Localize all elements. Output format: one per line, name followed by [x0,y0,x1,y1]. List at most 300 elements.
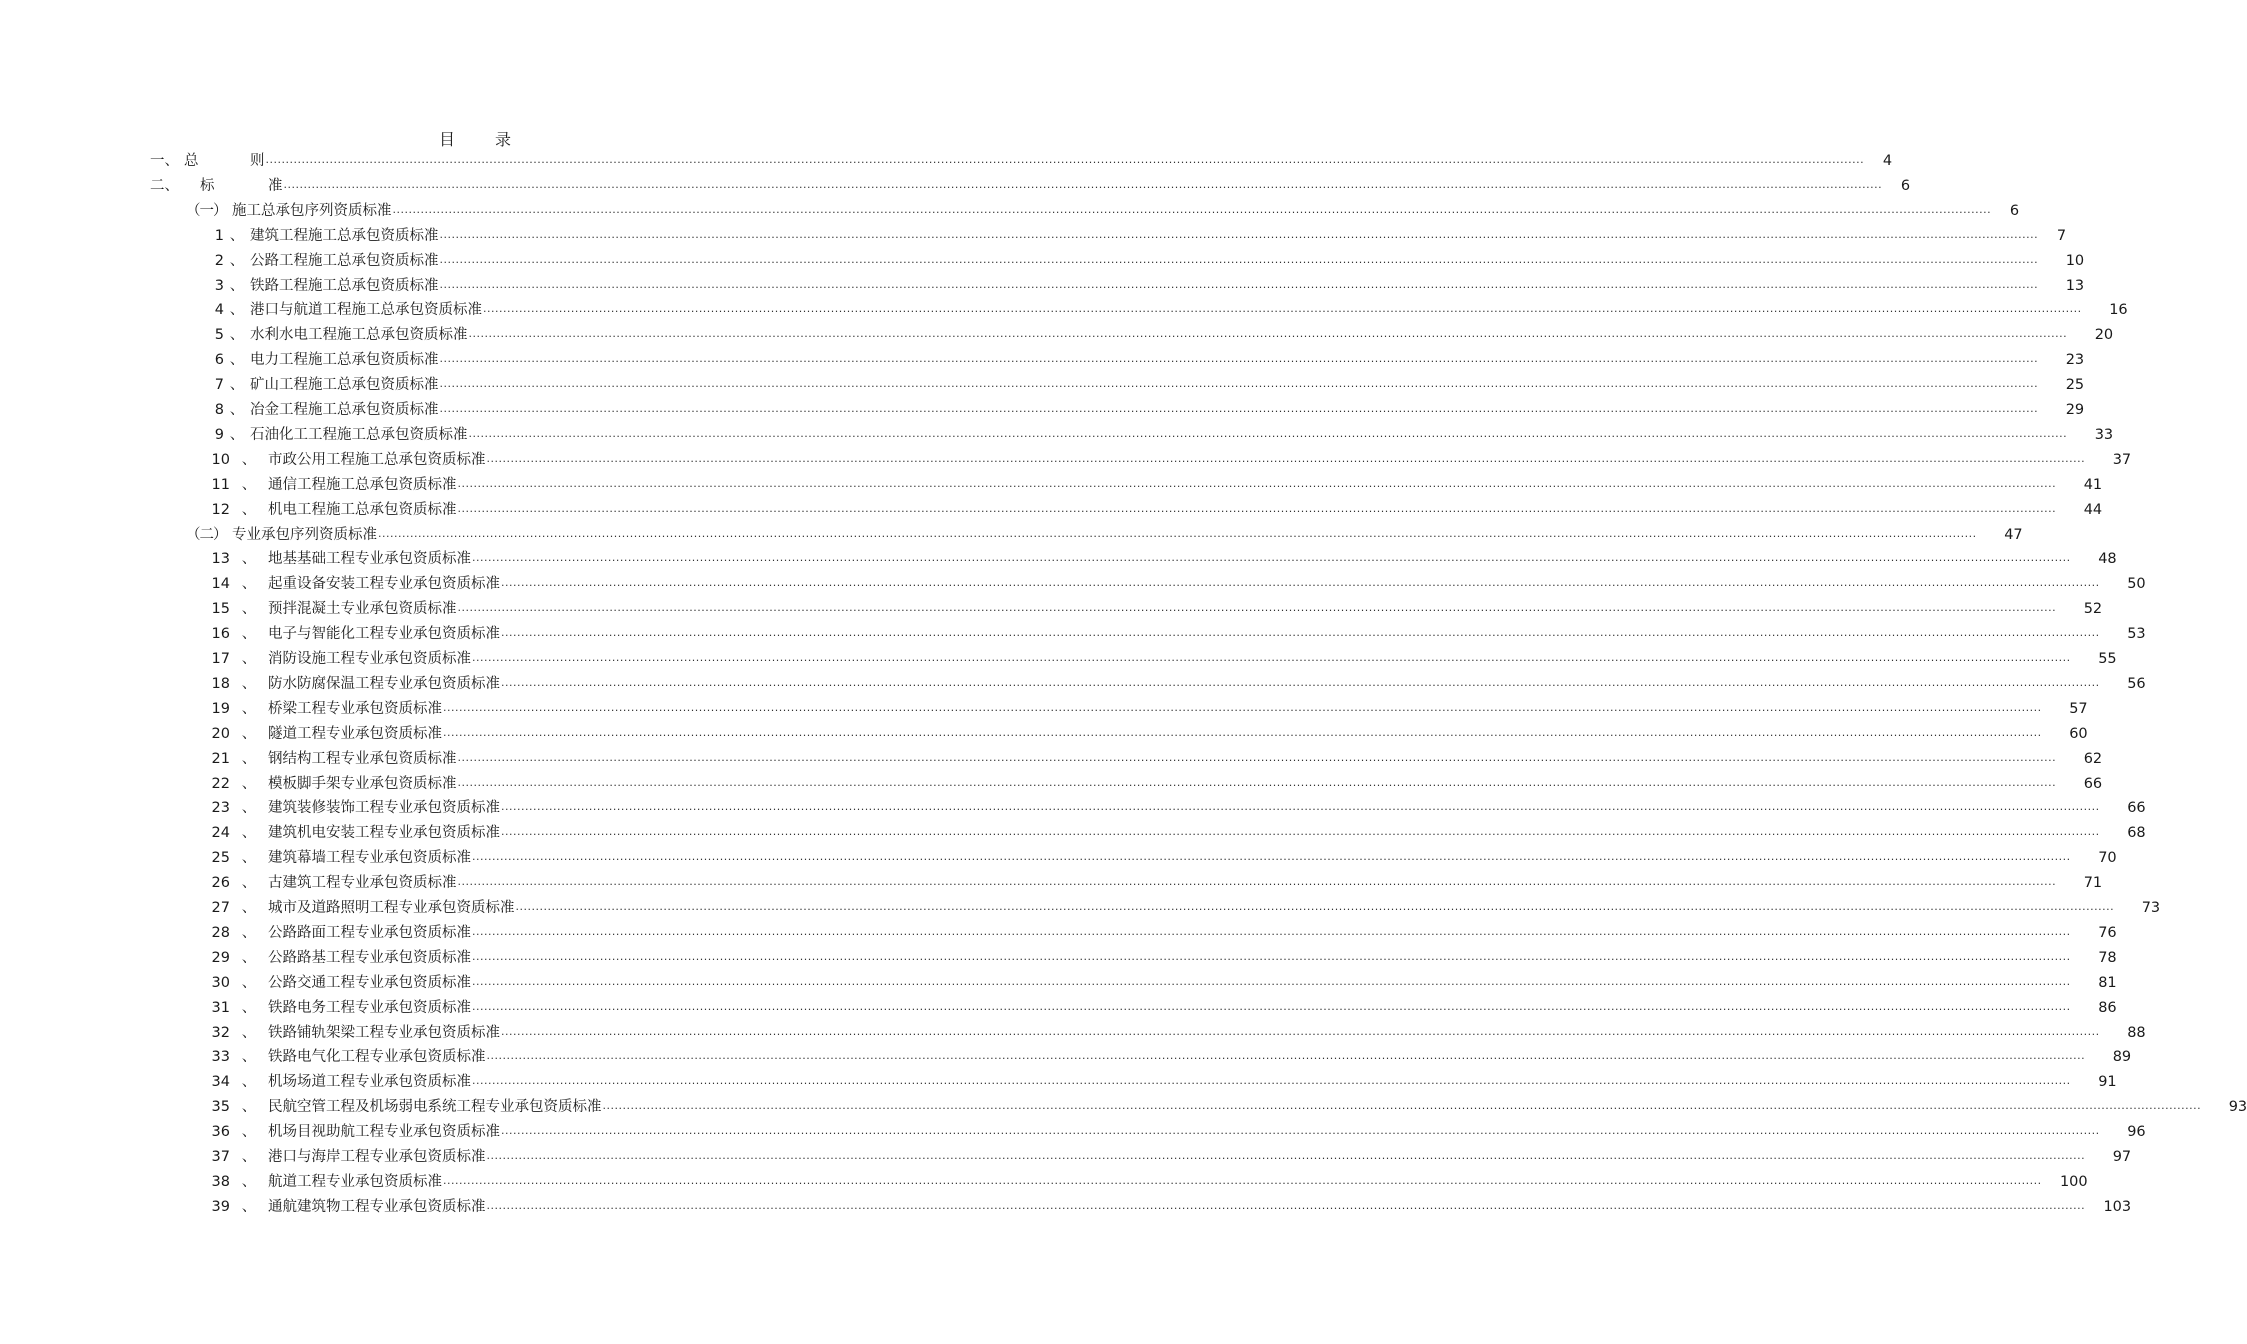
toc-entry[interactable] [206,972,2117,992]
toc-entry-number: 37 [211,1149,230,1165]
toc-entry-lead [206,974,471,992]
toc-entry-page: 7 [2056,227,2067,244]
toc-entry-lead [206,849,471,867]
toc-entry-page: 37 [2112,451,2132,468]
toc-leader-dots: ................................................................................................................................................................................................................................................................................................................................................................................................................ [457,601,2057,615]
toc-entry-separator: 、 [241,476,257,493]
toc-entry-lead [186,202,392,220]
toc-entry-lead [206,351,439,369]
toc-entry-page: 66 [2083,775,2103,792]
toc-entry[interactable] [206,225,2067,245]
toc-entry-text: 消防设施工程专业承包资质标准 [268,651,471,667]
toc-entry[interactable] [206,1146,2132,1166]
toc-leader-dots: ................................................................................................................................................................................................................................................................................................................................................................................................................ [457,476,2057,490]
toc-entry-page: 78 [2098,949,2117,966]
toc-entry-lead [206,949,471,967]
toc-entry-number: 25 [211,850,230,867]
toc-entry[interactable] [206,822,2146,842]
toc-entry-prefix: （一） [186,202,227,219]
toc-entry-page: 89 [2112,1049,2132,1066]
toc-entry-number: 6 [214,352,224,369]
toc-entry[interactable] [206,1196,2132,1216]
toc-entry-text: 起重设备安装工程专业承包资质标准 [268,576,500,593]
toc-entry[interactable] [206,1071,2117,1091]
toc-entry-text: 预拌混凝土专业承包资质标准 [268,601,457,618]
toc-entry[interactable] [206,573,2146,593]
toc-entry-text: 电力工程施工总承包资质标准 [250,352,439,369]
toc-entry-text: 民航空管工程及机场弱电系统工程专业承包资质标准 [268,1099,602,1116]
toc-entry-separator: 、 [241,850,257,867]
toc-entry[interactable] [206,773,2103,793]
toc-entry-number: 38 [211,1173,230,1190]
toc-entry-number: 39 [211,1198,230,1215]
toc-title [0,127,950,150]
toc-entry[interactable] [206,1096,2247,1116]
toc-entry[interactable] [206,399,2085,419]
toc-entry-separator: 、 [241,825,257,842]
toc-entry-number: 15 [211,601,230,618]
toc-title-left: 目 [438,130,455,149]
toc-entry-separator: 、 [241,924,257,941]
toc-entry-separator: 、 [229,227,245,244]
toc-entry-text: 水利水电工程施工总承包资质标准 [250,327,468,344]
toc-entry-prefix: 二、 [150,177,179,194]
toc-entry-number: 11 [211,476,230,493]
toc-entry-number: 16 [211,626,230,643]
toc-entry-number: 17 [211,651,230,667]
toc-entry[interactable] [150,150,1893,170]
toc-entry-separator: 、 [241,875,257,892]
toc-entry-separator: 、 [241,551,257,568]
toc-entry-lead [206,799,500,817]
toc-entry-text: 地基基础工程专业承包资质标准 [268,551,471,568]
toc-entry-page: 68 [2127,825,2146,842]
toc-leader-dots: ................................................................................................................................................................................................................................................................................................................................................................................................................ [443,700,2042,714]
toc-entry-page: 60 [2069,725,2088,742]
toc-leader-dots: ................................................................................................................................................................................................................................................................................................................................................................................................................ [457,750,2057,764]
toc-entry-prefix: （二） [186,526,227,543]
toc-leader-dots: ................................................................................................................................................................................................................................................................................................................................................................................................................ [472,1074,2071,1088]
toc-entry-number: 1 [214,227,224,244]
toc-entry-text: 公路路基工程专业承包资质标准 [268,949,471,966]
toc-entry-number: 18 [211,675,230,692]
toc-leader-dots: ................................................................................................................................................................................................................................................................................................................................................................................................................ [501,1024,2100,1038]
toc-entry-lead [206,999,471,1017]
toc-entry-separator: 、 [241,675,257,692]
toc-entry-separator: 、 [241,651,257,667]
toc-entry[interactable] [206,847,2117,867]
toc-entry-page: 44 [2083,501,2103,518]
toc-entry-lead [206,650,471,668]
toc-entry-number: 13 [211,551,230,568]
toc-leader-dots: ................................................................................................................................................................................................................................................................................................................................................................................................................ [457,501,2057,515]
toc-leader-dots: ................................................................................................................................................................................................................................................................................................................................................................................................................ [501,800,2100,814]
toc-entry-separator: 、 [229,302,245,319]
toc-entry-text: 施工总承包序列资质标准 [232,202,392,219]
toc-entry-lead [206,227,439,245]
toc-entry-lead [206,750,457,768]
toc-leader-dots: ................................................................................................................................................................................................................................................................................................................................................................................................................ [501,576,2100,590]
toc-entry-separator: 、 [241,750,257,767]
toc-entry-page: 55 [2098,651,2117,667]
toc-entry-page: 86 [2098,999,2117,1016]
toc-entry-lead [206,600,457,618]
toc-entry[interactable] [206,424,2114,444]
toc-leader-dots: ................................................................................................................................................................................................................................................................................................................................................................................................................ [439,252,2039,266]
toc-entry-text: 电子与智能化工程专业承包资质标准 [268,626,500,643]
toc-entry-number: 36 [211,1124,230,1141]
toc-entry-text: 桥梁工程专业承包资质标准 [268,700,442,717]
toc-entry-text: 通信工程施工总承包资质标准 [268,476,457,493]
toc-entry-text: 建筑装修装饰工程专业承包资质标准 [268,800,500,817]
toc-entry-page: 10 [2065,252,2085,269]
toc-leader-dots: ................................................................................................................................................................................................................................................................................................................................................................................................................ [439,402,2039,415]
toc-entry-text: 总 [184,153,199,169]
toc-leader-dots: ................................................................................................................................................................................................................................................................................................................................................................................................................ [457,875,2057,889]
toc-entry-page: 48 [2098,551,2117,568]
toc-entry-lead [206,301,482,319]
toc-entry-page: 47 [2004,526,2023,543]
toc-entry[interactable] [206,872,2103,892]
toc-entry-lead [206,1073,471,1091]
toc-entry-page: 66 [2127,800,2146,817]
toc-entry-separator: 、 [241,1049,257,1066]
toc-entry-number: 23 [211,800,230,817]
toc-leader-dots: ................................................................................................................................................................................................................................................................................................................................................................................................................ [486,1049,2086,1063]
toc-entry-lead [206,1173,442,1191]
toc-entry-text: 建筑机电安装工程专业承包资质标准 [268,825,500,842]
toc-entry-page: 71 [2083,875,2103,892]
toc-entry-page: 70 [2098,850,2117,867]
toc-entry-number: 21 [211,750,230,767]
toc-entry-text: 标 [200,177,215,194]
toc-entry-text: 石油化工工程施工总承包资质标准 [250,426,468,443]
toc-entry-number: 8 [214,402,224,418]
toc-leader-dots: ................................................................................................................................................................................................................................................................................................................................................................................................................ [472,850,2071,864]
toc-entry-separator: 、 [229,327,245,344]
toc-leader-dots: ................................................................................................................................................................................................................................................................................................................................................................................................................ [501,675,2100,689]
toc-entry[interactable] [206,1171,2088,1191]
toc-entry[interactable] [206,275,2085,295]
toc-entry-page: 6 [1900,177,1911,194]
toc-entry-separator: 、 [241,775,257,792]
toc-leader-dots: ................................................................................................................................................................................................................................................................................................................................................................................................................ [472,999,2071,1013]
toc-entry-lead [206,874,457,892]
toc-entry-lead [206,426,468,444]
toc-entry-lead [206,725,442,743]
toc-entry-page: 16 [2109,302,2128,319]
toc-entry-lead [206,476,457,494]
toc-entry-number: 2 [214,252,224,269]
toc-entry-page: 76 [2098,924,2117,941]
toc-entry-number: 29 [211,949,230,966]
toc-leader-dots: ................................................................................................................................................................................................................................................................................................................................................................................................................ [378,526,1977,540]
toc-entry-lead [206,326,468,344]
toc-leader-dots: ................................................................................................................................................................................................................................................................................................................................................................................................................ [486,1149,2086,1162]
toc-leader-dots: ................................................................................................................................................................................................................................................................................................................................................................................................................ [439,352,2039,366]
toc-entry[interactable] [206,598,2103,618]
toc-entry-page: 97 [2112,1149,2132,1165]
toc-leader-dots: ................................................................................................................................................................................................................................................................................................................................................................................................................ [472,551,2071,565]
toc-entry[interactable] [206,997,2117,1017]
toc-entry[interactable] [206,299,2128,319]
toc-entry[interactable] [206,723,2088,743]
toc-entry-page: 6 [2009,202,2020,219]
toc-entry-page: 52 [2083,601,2103,618]
toc-entry[interactable] [206,698,2088,718]
toc-entry-text: 公路路面工程专业承包资质标准 [268,924,471,941]
toc-entry[interactable] [206,922,2117,942]
toc-entry-lead [206,824,500,842]
toc-entry[interactable] [206,1046,2132,1066]
toc-entry-text: 矿山工程施工总承包资质标准 [250,377,439,394]
toc-entry-separator: 、 [229,402,245,418]
toc-entry-number: 35 [211,1099,230,1116]
toc-entry-page: 4 [1882,153,1893,169]
toc-entry-number: 9 [214,426,224,443]
toc-entry-number: 5 [214,327,224,344]
toc-entry-page: 20 [2094,327,2114,344]
toc-entry[interactable] [206,499,2103,519]
toc-entry[interactable] [206,474,2103,494]
toc-entry[interactable] [206,324,2114,344]
toc-entry-lead [206,924,471,942]
toc-entry[interactable] [206,1121,2146,1141]
toc-entry-page: 25 [2065,377,2085,394]
toc-entry-text: 铁路工程施工总承包资质标准 [250,277,439,294]
toc-entry-text: 铁路电务工程专业承包资质标准 [268,999,471,1016]
toc-leader-dots: ................................................................................................................................................................................................................................................................................................................................................................................................................ [515,900,2115,913]
toc-entry[interactable] [206,648,2117,668]
toc-entry-text: 港口与航道工程施工总承包资质标准 [250,302,482,319]
toc-entry-separator: 、 [229,352,245,369]
toc-entry-separator: 、 [229,252,245,269]
toc-entry-lead [206,675,500,693]
toc-entry-number: 34 [211,1074,230,1091]
toc-entry-lead [150,177,283,195]
toc-leader-dots: ................................................................................................................................................................................................................................................................................................................................................................................................................ [439,377,2039,391]
toc-entry-text-2: 则 [250,153,265,169]
toc-entry-number: 27 [211,900,230,916]
toc-leader-dots: ................................................................................................................................................................................................................................................................................................................................................................................................................ [283,177,1883,191]
toc-entry-lead [206,1098,602,1116]
toc-leader-dots: ................................................................................................................................................................................................................................................................................................................................................................................................................ [443,1173,2042,1187]
toc-leader-dots: ................................................................................................................................................................................................................................................................................................................................................................................................................ [501,1124,2100,1138]
toc-entry-page: 91 [2098,1074,2117,1091]
toc-entry-text: 城市及道路照明工程专业承包资质标准 [268,900,515,916]
toc-entry-text: 防水防腐保温工程专业承包资质标准 [268,675,500,692]
toc-entry-page: 41 [2083,476,2103,493]
toc-entry-lead [206,501,457,519]
toc-entry-separator: 、 [241,501,257,518]
toc-entry-text: 公路工程施工总承包资质标准 [250,252,439,269]
toc-entry-lead [206,625,500,643]
toc-leader-dots: ................................................................................................................................................................................................................................................................................................................................................................................................................ [472,924,2071,938]
toc-entry-text: 机场目视助航工程专业承包资质标准 [268,1124,500,1141]
toc-entry-separator: 、 [229,377,245,394]
toc-entry-lead [206,700,442,718]
toc-entry-number: 33 [211,1049,230,1066]
toc-entry[interactable] [186,200,2020,220]
toc-entry-number: 30 [211,974,230,991]
toc-leader-dots: ................................................................................................................................................................................................................................................................................................................................................................................................................ [443,725,2042,739]
toc-entry-separator: 、 [241,1198,257,1215]
toc-entry-text: 古建筑工程专业承包资质标准 [268,875,457,892]
toc-leader-dots: ................................................................................................................................................................................................................................................................................................................................................................................................................ [602,1099,2202,1113]
toc-entry[interactable] [206,748,2103,768]
toc-entry-number: 32 [211,1024,230,1041]
toc-entry-separator: 、 [241,700,257,717]
toc-entry-page: 96 [2127,1124,2146,1141]
toc-entry-page: 56 [2127,675,2146,692]
toc-entry-text: 模板脚手架专业承包资质标准 [268,775,457,792]
toc-entry-text: 公路交通工程专业承包资质标准 [268,974,471,991]
toc-entry-lead [206,451,486,469]
toc-entry-separator: 、 [241,949,257,966]
toc-entry-text: 隧道工程专业承包资质标准 [268,725,442,742]
toc-entry[interactable] [206,374,2085,394]
toc-entry-number: 24 [211,825,230,842]
toc-entry-separator: 、 [241,1024,257,1041]
toc-entry[interactable] [206,1022,2146,1042]
toc-leader-dots: ................................................................................................................................................................................................................................................................................................................................................................................................................ [439,227,2039,241]
toc-entry-separator: 、 [241,1074,257,1091]
toc-leader-dots: ................................................................................................................................................................................................................................................................................................................................................................................................................ [483,302,2082,316]
toc-entry-text: 建筑工程施工总承包资质标准 [250,227,439,244]
toc-entry-lead [150,152,265,170]
toc-entry-separator: 、 [241,1099,257,1116]
toc-entry-number: 31 [211,999,230,1016]
toc-entry-lead [186,526,377,544]
toc-entry[interactable] [186,524,2023,544]
toc-entry-number: 19 [211,700,230,717]
toc-entry-lead [206,376,439,394]
toc-entry-text: 通航建筑物工程专业承包资质标准 [268,1198,486,1215]
toc-entry[interactable] [150,175,1911,195]
toc-entry-number: 26 [211,875,230,892]
toc-entry-text: 专业承包序列资质标准 [232,526,377,543]
toc-entry-lead [206,277,439,295]
toc-entry-text: 航道工程专业承包资质标准 [268,1173,442,1190]
toc-leader-dots: ................................................................................................................................................................................................................................................................................................................................................................................................................ [392,202,1992,216]
toc-entry-text: 机场场道工程专业承包资质标准 [268,1074,471,1091]
toc-title-right: 录 [495,130,512,149]
toc-entry-number: 20 [211,725,230,742]
toc-leader-dots: ................................................................................................................................................................................................................................................................................................................................................................................................................ [501,825,2100,839]
toc-entry-text: 铁路电气化工程专业承包资质标准 [268,1049,486,1066]
toc-leader-dots: ................................................................................................................................................................................................................................................................................................................................................................................................................ [486,1198,2086,1212]
toc-entry-page: 29 [2065,402,2085,418]
toc-entry[interactable] [206,449,2132,469]
toc-entry-page: 103 [2103,1198,2132,1215]
toc-entry-lead [206,775,457,793]
toc-entry-separator: 、 [241,626,257,643]
toc-entry-text: 钢结构工程专业承包资质标准 [268,750,457,767]
toc-entry-text-2: 准 [268,177,283,194]
toc-entry-separator: 、 [241,1124,257,1141]
toc-entry[interactable] [206,673,2146,693]
toc-entry-page: 100 [2059,1173,2088,1190]
toc-entry-page: 62 [2083,750,2103,767]
toc-entry-separator: 、 [241,999,257,1016]
toc-entry-separator: 、 [241,1149,257,1165]
toc-entry[interactable] [206,623,2146,643]
toc-entry-page: 73 [2141,900,2161,916]
toc-entry-page: 53 [2127,626,2146,643]
toc-entry-number: 7 [214,377,224,394]
toc-leader-dots: ................................................................................................................................................................................................................................................................................................................................................................................................................ [439,277,2039,291]
toc-entry-separator: 、 [241,1173,257,1190]
toc-entry-separator: 、 [241,900,257,916]
toc-entry-number: 12 [211,501,230,518]
toc-entry[interactable] [206,897,2161,917]
toc-entry-page: 93 [2228,1099,2247,1116]
toc-leader-dots: ................................................................................................................................................................................................................................................................................................................................................................................................................ [486,451,2086,465]
toc-entry-text: 铁路铺轨架梁工程专业承包资质标准 [268,1024,500,1041]
toc-entry-separator: 、 [229,426,245,443]
toc-entry[interactable] [206,250,2085,270]
toc-entry-text: 机电工程施工总承包资质标准 [268,501,457,518]
toc-entry-page: 88 [2127,1024,2146,1041]
toc-entry-lead [206,1148,486,1166]
toc-entry[interactable] [206,797,2146,817]
toc-entry[interactable] [206,349,2085,369]
toc-leader-dots: ................................................................................................................................................................................................................................................................................................................................................................................................................ [472,974,2071,988]
toc-entry-lead [206,252,439,270]
toc-leader-dots: ................................................................................................................................................................................................................................................................................................................................................................................................................ [472,949,2071,963]
toc-entry-page: 23 [2065,352,2085,369]
toc-entry-text: 市政公用工程施工总承包资质标准 [268,451,486,468]
toc-entry-lead [206,401,439,419]
toc-entry-number: 22 [211,775,230,792]
toc-entry-lead [206,1024,500,1042]
toc-entry-text: 冶金工程施工总承包资质标准 [250,402,439,418]
toc-entry-page: 81 [2098,974,2117,991]
toc-entry-page: 57 [2069,700,2088,717]
toc-entry-separator: 、 [229,277,245,294]
toc-entry-separator: 、 [241,800,257,817]
toc-entry-lead [206,1123,500,1141]
toc-entry-number: 3 [214,277,224,294]
toc-entry-text: 港口与海岸工程专业承包资质标准 [268,1149,486,1165]
toc-entry-separator: 、 [241,725,257,742]
toc-entry-lead [206,899,515,917]
toc-entry-page: 13 [2065,277,2085,294]
toc-entry-separator: 、 [241,576,257,593]
toc-entry-number: 4 [214,302,224,319]
toc-entry[interactable] [206,947,2117,967]
toc-entry-number: 28 [211,924,230,941]
toc-entry-number: 10 [211,451,230,468]
toc-entry-prefix: 一、 [150,153,179,169]
toc-leader-dots: ................................................................................................................................................................................................................................................................................................................................................................................................................ [472,651,2071,664]
toc-entry-page: 33 [2094,426,2114,443]
toc-leader-dots: ................................................................................................................................................................................................................................................................................................................................................................................................................ [468,327,2068,341]
toc-leader-dots: ................................................................................................................................................................................................................................................................................................................................................................................................................ [468,426,2068,440]
toc-entry-number: 14 [211,576,230,593]
toc-entry-page: 50 [2127,576,2146,593]
toc-entry-separator: 、 [241,451,257,468]
toc-entry[interactable] [206,548,2117,568]
toc-leader-dots: ................................................................................................................................................................................................................................................................................................................................................................................................................ [265,153,1865,166]
toc-entry-separator: 、 [241,601,257,618]
toc-entry-separator: 、 [241,974,257,991]
toc-entry-text: 建筑幕墙工程专业承包资质标准 [268,850,471,867]
toc-entry-lead [206,1048,486,1066]
toc-entry-lead [206,1198,486,1216]
toc-leader-dots: ................................................................................................................................................................................................................................................................................................................................................................................................................ [501,626,2100,640]
toc-entry-lead [206,575,500,593]
